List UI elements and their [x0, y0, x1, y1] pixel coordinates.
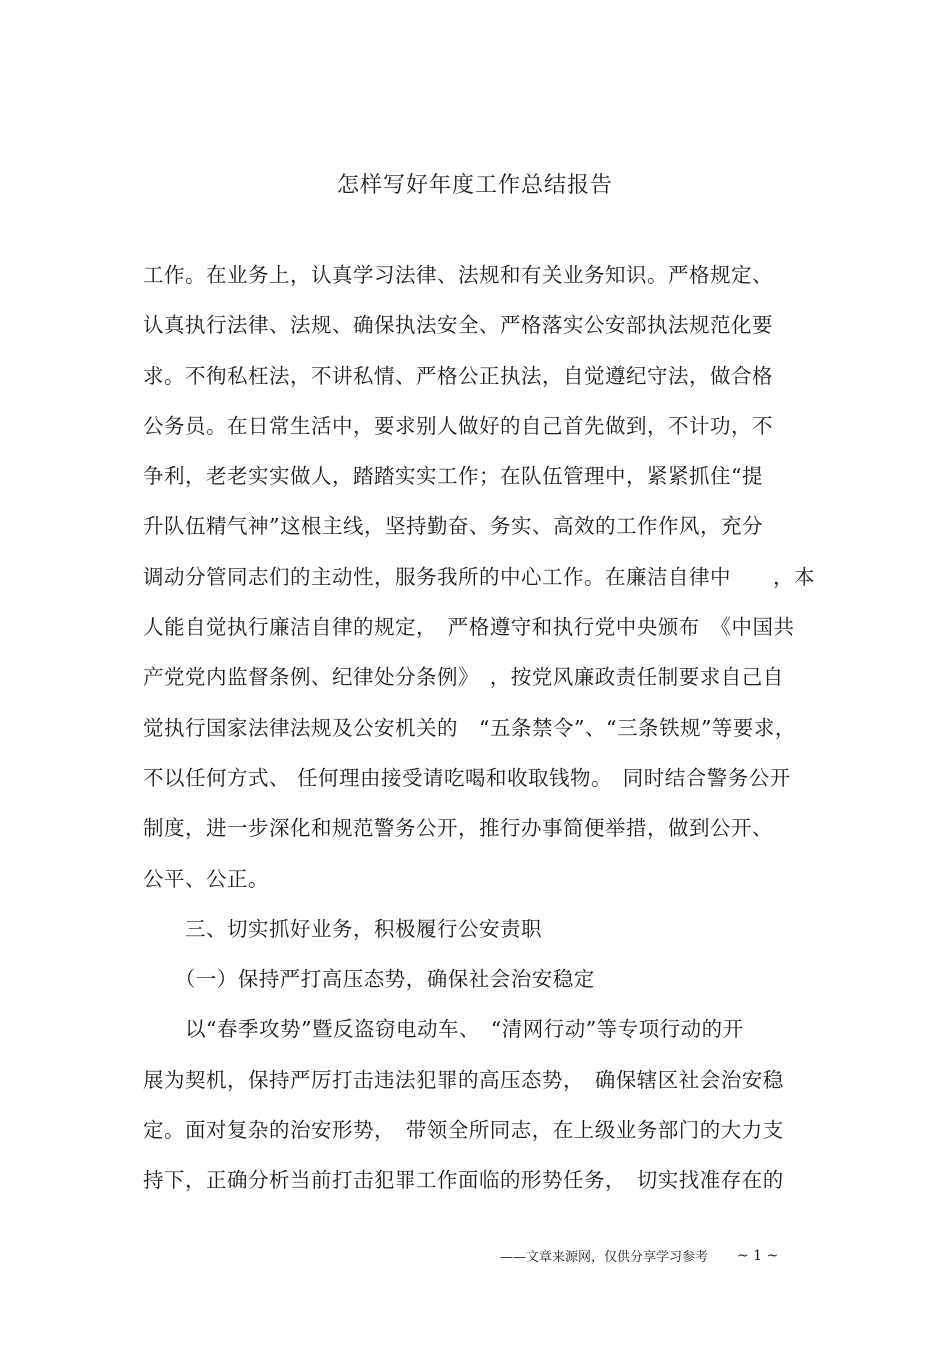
- body-line: 升队伍精气神”这根主线，坚持勤奋、务实、高效的工作作风，充分: [143, 514, 763, 539]
- section-heading: 三、切实抓好业务，积极履行公安责职: [143, 916, 542, 941]
- body-line: 不以任何方式、 任何理由接受请吃喝和收取钱物。 同时结合警务公开: [143, 765, 791, 790]
- body-line: 人能自觉执行廉洁自律的规定， 严格遵守和执行党中央颁布 《中国共: [143, 615, 795, 640]
- body-line: 公平、公正。: [143, 866, 269, 891]
- document-body: [143, 255, 823, 1211]
- body-line: 产党党内监督条例、纪律处分条例》 ，按党风廉政责任制要求自己自: [143, 665, 784, 690]
- body-line: 展为契机，保持严厉打击违法犯罪的高压态势， 确保辖区社会治安稳: [143, 1067, 784, 1092]
- body-line: 求。不徇私枉法，不讲私情、严格公正执法，自觉遵纪守法，做合格: [143, 363, 773, 388]
- body-line: 认真执行法律、法规、确保执法安全、严格落实公安部执法规范化要: [143, 313, 773, 338]
- body-line: 持下，正确分析当前打击犯罪工作面临的形势任务， 切实找准存在的: [143, 1168, 784, 1193]
- body-line: 公务员。在日常生活中，要求别人做好的自己首先做到，不计功，不: [143, 413, 773, 438]
- page-number: ~ 1 ~: [737, 1248, 779, 1264]
- body-line: 调动分管同志们的主动性，服务我所的中心工作。在廉洁自律中 ，本: [143, 564, 815, 589]
- body-line: 工作。在业务上，认真学习法律、法规和有关业务知识。严格规定、: [143, 263, 773, 287]
- footer-source-note: ——文章来源网，仅供分享学习参考: [500, 1250, 709, 1265]
- body-line: 定。面对复杂的治安形势， 带领全所同志，在上级业务部门的大力支: [143, 1118, 784, 1143]
- document-title: 怎样写好年度工作总结报告: [336, 173, 613, 198]
- body-line: 觉执行国家法律法规及公安机关的 “五条禁令”、“三条铁规”等要求，: [143, 715, 796, 740]
- body-line: 制度，进一步深化和规范警务公开，推行办事简便举措，做到公开、: [143, 816, 773, 841]
- subsection-heading: （一）保持严打高压态势，确保社会治安稳定: [143, 967, 595, 992]
- body-line: 以“春季攻势”暨反盗窃电动车、 “清网行动”等专项行动的开: [143, 1017, 744, 1042]
- body-line: 争利，老老实实做人，踏踏实实工作；在队伍管理中，紧紧抓住“提: [143, 464, 763, 489]
